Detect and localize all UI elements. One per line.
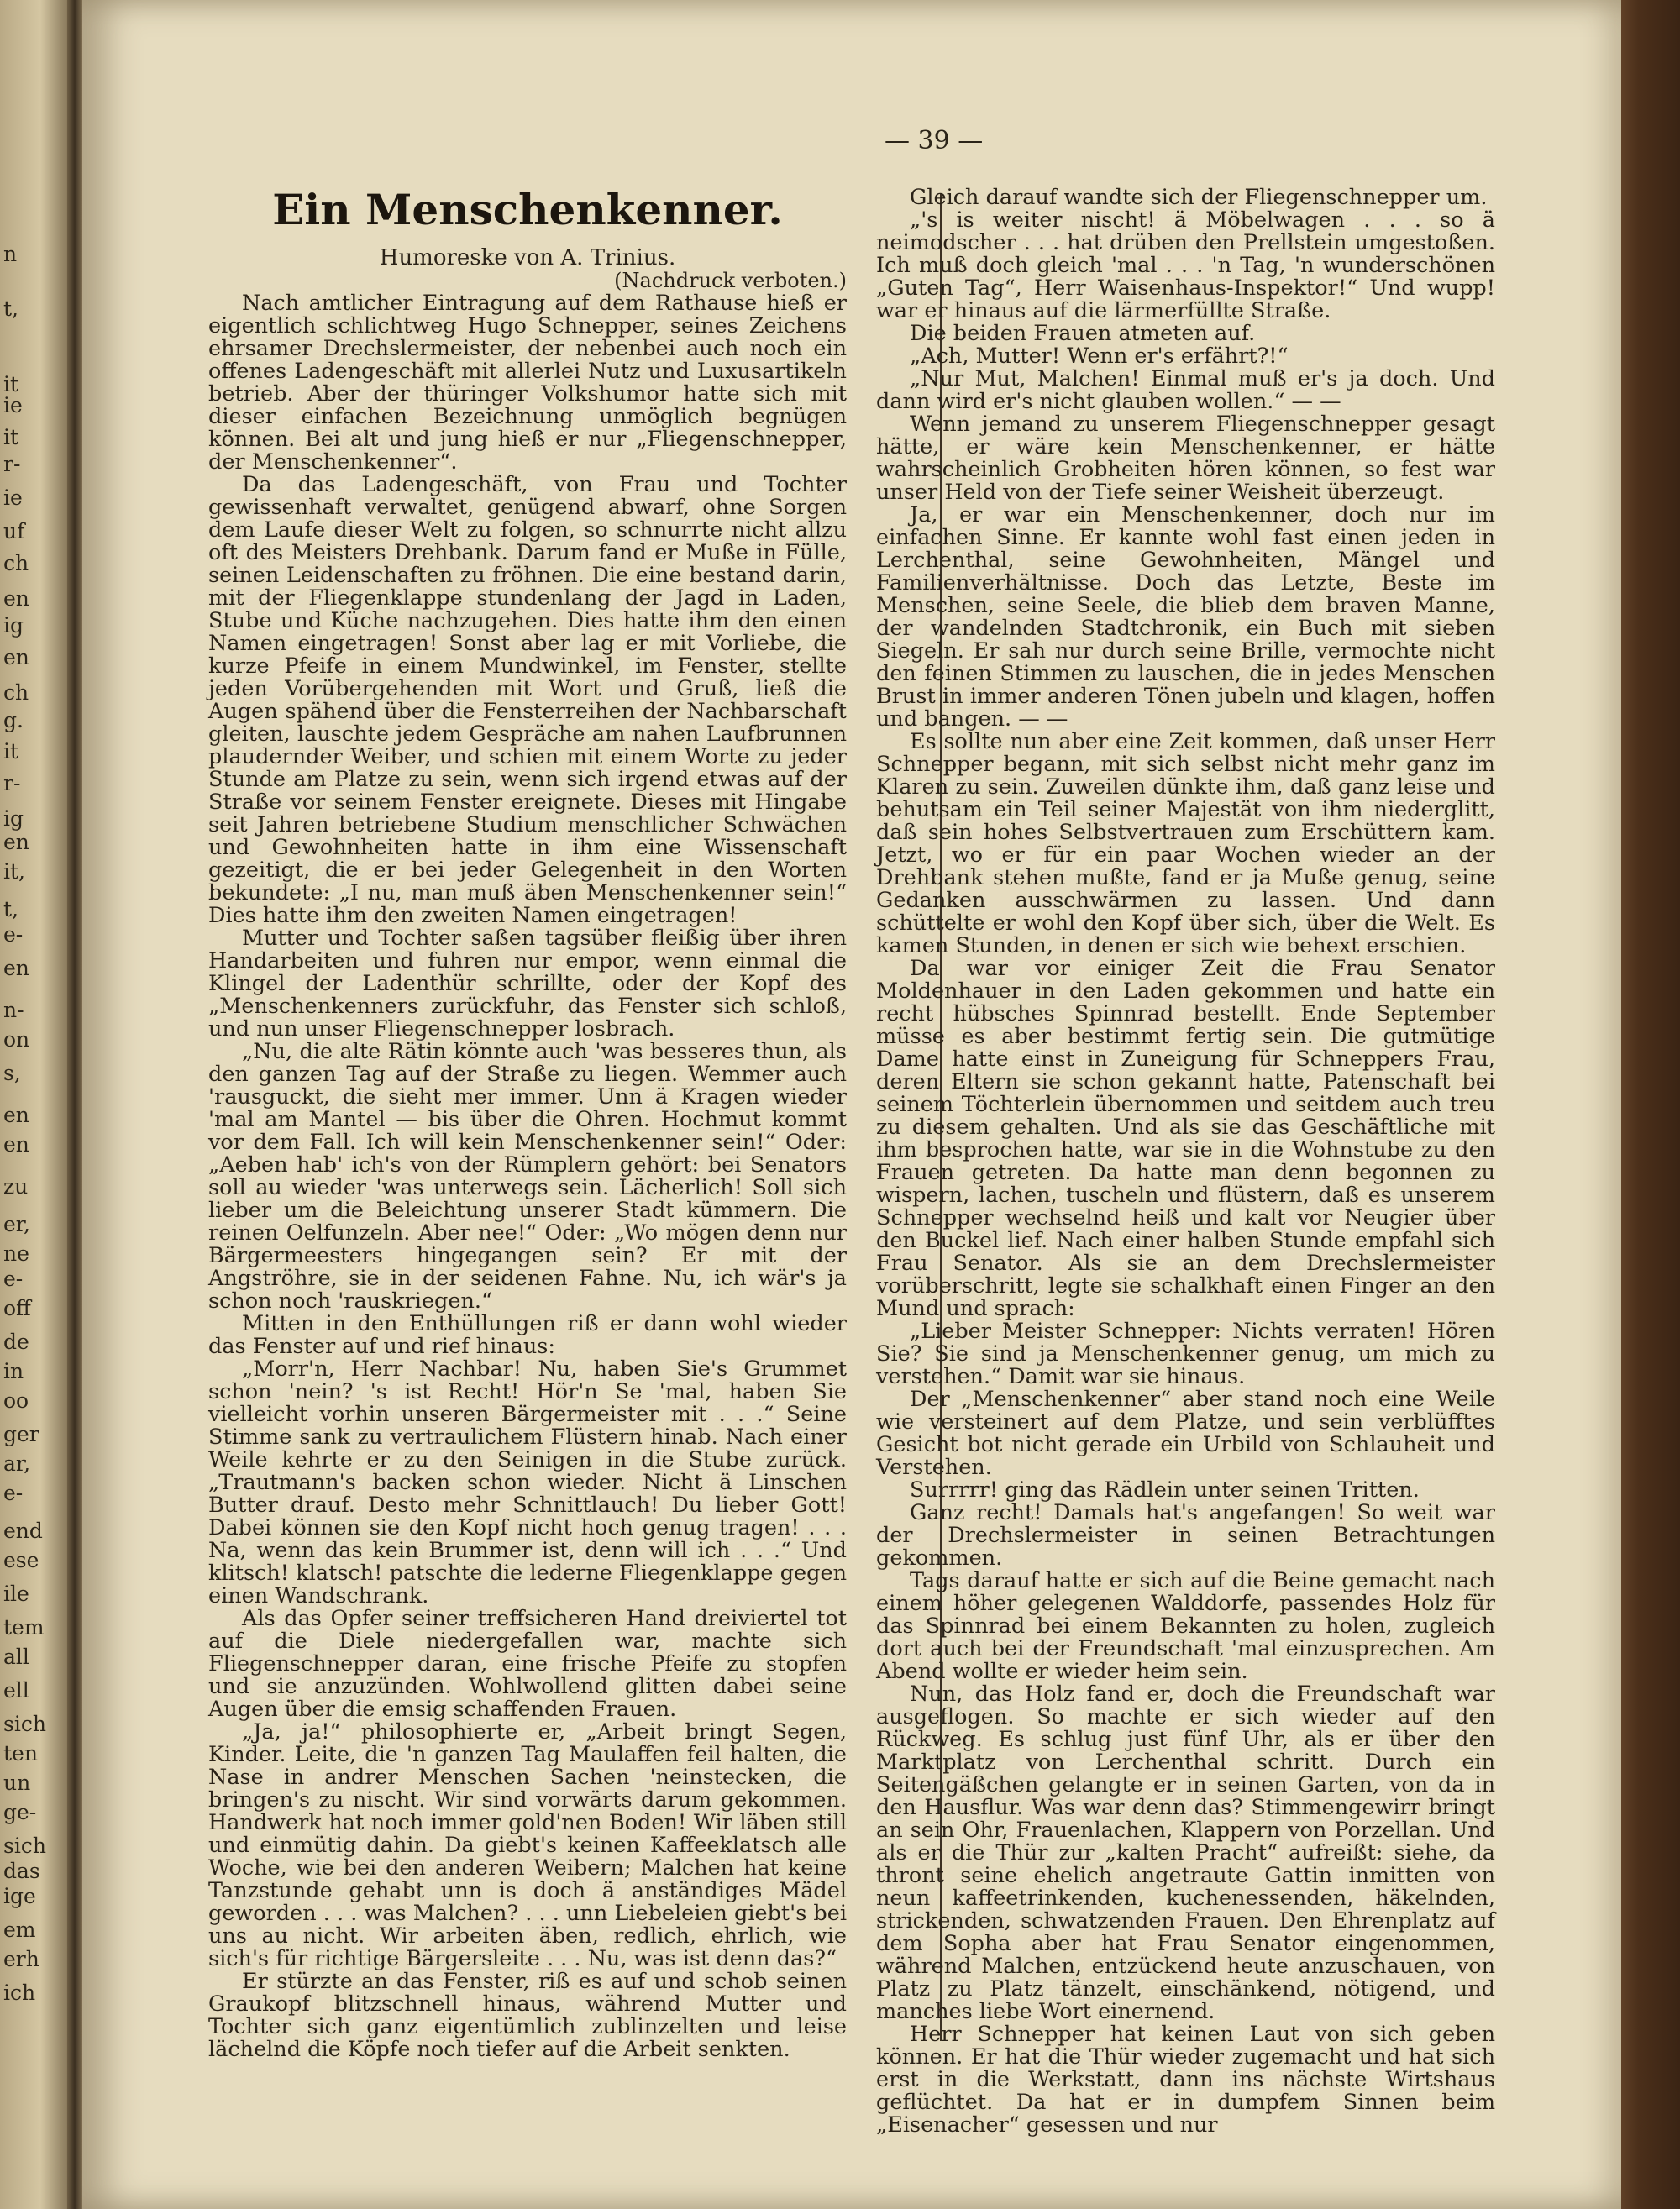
margin-fragment: tem (3, 1615, 45, 1640)
margin-fragment: it (3, 739, 19, 763)
margin-fragment: ese (3, 1548, 39, 1572)
margin-fragment: t, (3, 296, 18, 321)
margin-fragment: it (3, 425, 19, 449)
right-column (876, 186, 1495, 2137)
margin-fragment: t, (3, 897, 18, 921)
margin-fragment: ie (3, 485, 23, 510)
paragraph: Der „Menschenkenner“ aber stand noch eine Weile wie versteinert auf dem Platze, und sein verblüfftes Gesicht bot nicht gerade ein Urbild von Schlauheit und Verstehen. (876, 1387, 1495, 1480)
paragraph: Ja, er war ein Menschenkenner, doch nur im einfachen Sinne. Er kannte wohl fast einen jeden in Lerchenthal, seine Gewohnheiten, Mängel und Familienverhältnisse. Doch das Letzte, Beste im Menschen, seine Seele, die blieb dem braven Manne, der wandelnden Stadtchronik, ein Buch mit sieben Siegeln. Er sah nur durch seine Brille, vermochte nicht den feinen Stimmen zu lauschen, die in jedes Menschen Brust in immer anderen Tönen jubeln und klagen, hoffen und bangen. — — (876, 502, 1495, 732)
left-column (208, 185, 847, 2061)
margin-fragment: en (3, 830, 29, 854)
reprint-notice: (Nachdruck verboten.) (614, 269, 847, 292)
margin-fragment: ch (3, 680, 29, 705)
paragraph: „Nu, die alte Rätin könnte auch 'was besseres thun, als den ganzen Tag auf der Straße zu liegen. Wemmer auch 'rausguckt, die sieht mer immer. Unn ä Kragen wieder 'mal am Mantel — bis über die Ohren. Hochmut kommt vor dem Fall. Ich will kein Menschenkenner sein!“ Oder: „Aeben hab' ich's von der Rümplern gehört: bei Senators soll au wieder 'was unterwegs sein. Lächerlich! Soll sich lieber um die Beleichtung unserer Stadt kümmern. Die reinen Oelfunzeln. Aber nee!“ Oder: „Wo mögen denn nur Bärgermeesters hingegangen sein? Er mit der Angströhre, sie in der seidenen Fahne. Nu, ich wär's ja schon noch 'rauskriegen.“ (208, 1039, 847, 1314)
paragraph: Da das Ladengeschäft, von Frau und Tochter gewissenhaft verwaltet, genügend abwarf, ohne Sorgen dem Laufe dieser Welt zu folgen, so schnurrte nicht allzu oft des Meisters Drehbank. Darum fand er Muße in Fülle, seinen Leidenschaften zu fröhnen. Die eine bestand darin, mit der Fliegenklappe stundenlang der Jagd in Laden, Stube und Küche nachzugehen. Dies hatte ihm den einen Namen eingetragen! Sonst aber lag er mit Vorliebe, die kurze Pfeife in einem Mundwinkel, im Fenster, stellte jeden Vorübergehenden mit Wort und Gruß, ließ die Augen spähend über die Fensterreihen der Nachbarschaft gleiten, lauschte jedem Gespräche am nahen Laufbrunnen plaudernder Weiber, und schien mit einem Worte zu jeder Stunde am Platze zu sein, wenn sich irgend etwas auf der Straße vor seinem Fenster ereignete. Dieses mit Hingabe seit Jahren betriebene Studium menschlicher Schwächen und Gewohnheiten hatte in ihm eine Wissenschaft gezeitigt, die er bei jeder Gelegenheit in den Worten bekundete: „I nu, man muß äben Menschenkenner sein!“ Dies hatte ihm den zweiten Namen eingetragen! (208, 472, 847, 928)
margin-fragment: end (3, 1519, 43, 1543)
margin-fragment: ige (3, 1884, 36, 1908)
paragraph: „Ach, Mutter! Wenn er's erfährt?!“ (910, 344, 1289, 369)
paragraph: Gleich darauf wandte sich der Fliegenschnepper um. (910, 185, 1488, 210)
margin-fragment: e- (3, 1481, 24, 1505)
paragraph: Nach amtlicher Eintragung auf dem Rathause hieß er eigentlich schlichtweg Hugo Schnepper, seines Zeichens ehrsamer Drechslermeister, der nebenbei auch noch ein offenes Ladengeschäft mit allerlei Nutz und Luxusartikeln betrieb. Aber der thüringer Volkshumor hatte sich mit dieser einfachen Bezeichnung unmöglich begnügen können. Bei alt und jung hieß er nur „Fliegenschnepper, der Menschenkenner“. (208, 291, 847, 475)
margin-fragment: e- (3, 1267, 24, 1291)
margin-fragment: ten (3, 1741, 38, 1766)
margin-fragment: n- (3, 998, 24, 1022)
book-edge (1611, 0, 1680, 2209)
margin-fragment: de (3, 1330, 29, 1354)
paragraph: „'s is weiter nischt! ä Möbelwagen . . . so ä neimodscher . . . hat drüben den Prellstein umgestoßen. Ich muß doch gleich 'mal . . . 'n Tag, 'n wunderschönen „Guten Tag“, Herr Waisenhaus-Inspektor!“ Und wupp! war er hinaus auf die lärmerfüllte Straße. (876, 207, 1495, 323)
margin-fragment: it, (3, 859, 25, 884)
paragraph: Mitten in den Enthüllungen riß er dann wohl wieder das Fenster auf und rief hinaus: (208, 1311, 847, 1359)
margin-fragment: ge- (3, 1800, 37, 1824)
paragraph: Wenn jemand zu unserem Fliegenschnepper gesagt hätte, er wäre kein Menschenkenner, er hätte wahrscheinlich Grobheiten hören können, so fest war unser Held von der Tiefe seiner Weisheit überzeugt. (876, 412, 1495, 505)
margin-fragment: e- (3, 922, 24, 947)
paragraph: Ganz recht! Damals hat's angefangen! So weit war der Drechslermeister in seinen Betrachtungen gekommen. (876, 1500, 1495, 1571)
margin-fragment: en (3, 645, 29, 669)
margin-fragment: sich (3, 1834, 46, 1858)
margin-fragment: n (3, 242, 18, 266)
paragraph: Mutter und Tochter saßen tagsüber fleißig über ihren Handarbeiten und fuhren nur empor, wenn einmal die Klingel der Ladenthür schrillte, oder der Kopf des „Menschenkenners zurückfuhr, das Fenster sich schloß, und nun unser Fliegenschnepper losbrach. (208, 926, 847, 1042)
paragraph: Er stürzte an das Fenster, riß es auf und schob seinen Graukopf blitzschnell hinaus, während Mutter und Tochter sich ganz eigentümlich zublinzelten und leise lächelnd die Köpfe noch tiefer auf die Arbeit senkten. (208, 1969, 847, 2062)
margin-fragment: ne (3, 1241, 29, 1266)
paragraph: „Lieber Meister Schnepper: Nichts verraten! Hören Sie? Sie sind ja Menschenkenner genug, um mich zu verstehen.“ Damit war sie hinaus. (876, 1319, 1495, 1389)
paragraph: Tags darauf hatte er sich auf die Beine gemacht nach einem höher gelegenen Walddorfe, passendes Holz für das Spinnrad bei einem Bekannten zu holen, zugleich dort auch bei der Freundschaft 'mal einzusprechen. Am Abend wollte er wieder heim sein. (876, 1568, 1495, 1684)
left-page-margin (0, 0, 67, 2209)
margin-fragment: ie (3, 393, 23, 417)
margin-fragment: das (3, 1859, 40, 1883)
margin-fragment: zu (3, 1174, 29, 1199)
paragraph: „Nur Mut, Malchen! Einmal muß er's ja doch. Und dann wird er's nicht glauben wollen.“ — — (876, 366, 1495, 414)
margin-fragment: r- (3, 452, 21, 476)
margin-fragment: ig (3, 806, 24, 831)
margin-fragment: en (3, 1132, 29, 1157)
paragraph: Die beiden Frauen atmeten auf. (910, 321, 1256, 346)
margin-fragment: uf (3, 519, 25, 543)
margin-fragment: it (3, 372, 19, 396)
margin-fragment: er, (3, 1212, 30, 1236)
margin-fragment: ich (3, 1981, 36, 2005)
margin-fragment: sich (3, 1712, 46, 1736)
paragraph: Als das Opfer seiner treffsicheren Hand dreiviertel tot auf die Diele niedergefallen war, machte sich Fliegenschnepper daran, eine frische Pfeife zu stopfen und sie anzuzünden. Wohlwollend glitten dabei seine Augen über die emsig schaffenden Frauen. (208, 1606, 847, 1722)
paragraph: Da war vor einiger Zeit die Frau Senator Moldenhauer in den Laden gekommen und hatte ein recht hübsches Spinnrad bestellt. Ende September müsse es aber bestimmt fertig sein. Die gutmütige Dame hatte einst in Zuneigung für Schneppers Frau, deren Eltern sie schon gekannt hatte, Patenschaft bei seinem Töchterlein übernommen und seitdem auch treu zu diesem gehalten. Und als sie das Geschäftliche mit ihm besprochen hatte, war sie in die Wohnstube zu den Frauen getreten. Da hatte man denn begonnen zu wispern, lachen, tuscheln und flüstern, daß es unserem Schnepper wechselnd heiß und kalt vor Neugier über den Buckel lief. Nach einer halben Stunde empfahl sich Frau Senator. Als sie an dem Drechslermeister vorüberschritt, legte sie schalkhaft einen Finger an den Mund und sprach: (876, 956, 1495, 1321)
margin-fragment: on (3, 1027, 30, 1052)
margin-fragment: en (3, 586, 29, 611)
page-number: — 39 — (885, 126, 984, 155)
margin-fragment: r- (3, 771, 21, 795)
margin-fragment: em (3, 1918, 36, 1942)
margin-fragment: un (3, 1771, 31, 1795)
margin-fragment: ar, (3, 1451, 31, 1476)
paragraph: Nun, das Holz fand er, doch die Freundschaft war ausgeflogen. So machte er sich wieder auf den Rückweg. Es schlug just fünf Uhr, als er über den Marktplatz von Lerchenthal schritt. Durch ein Seitengäßchen gelangte er in seinen Garten, von da in den Hausflur. Was war denn das? Stimmengewirr bringt an sein Ohr, Frauenlachen, Klappern von Porzellan. Und als er die Thür zur „kalten Pracht“ aufreißt: siehe, da thront seine ehelich angetraute Gattin inmitten von neun kaffeetrinkenden, kuchenessenden, häkelnden, strickenden, schwatzenden Frauen. Den Ehrenplatz auf dem Sopha aber hat Frau Senator eingenommen, während Malchen, entzückend heute anzuschauen, von Platz zu Platz tänzelt, einschänkend, nötigend, und manches liebe Wort einernend. (876, 1682, 1495, 2024)
margin-fragment: ch (3, 551, 29, 575)
margin-fragment: ig (3, 613, 24, 638)
paragraph: Es sollte nun aber eine Zeit kommen, daß unser Herr Schnepper begann, mit sich selbst nicht mehr ganz im Klaren zu sein. Zuweilen dünkte ihm, daß ganz leise und behutsam ein Teil seiner Majestät von ihm niederglitt, daß sein hohes Selbstvertrauen zum Erschüttern kam. Jetzt, wo er für ein paar Wochen wieder an der Drehbank stehen mußte, fand er ja Muße genug, seine Gedanken ausschwärmen zu lassen. Und dann schüttelte er wohl den Kopf über sich, über die Welt. Es kamen Stunden, in denen er sich wie behext erschien. (876, 729, 1495, 958)
paragraph: „Morr'n, Herr Nachbar! Nu, haben Sie's Grummet schon 'nein? 's ist Recht! Hör'n Se 'mal, haben Sie vielleicht vorhin unseren Bärgermeister mit . . .“ Seine Stimme sank zu vertraulichem Flüstern hinab. Nach einer Weile kehrte er zu den Seinigen in die Stube zurück. „Trautmann's backen schon wieder. Nicht ä Linschen Butter drauf. Desto mehr Schnittlauch! Du lieber Gott! Dabei können sie den Kopf nicht hoch genug tragen! . . . Na, wenn das kein Brummer ist, denn will ich . . .“ Und klitsch! klatsch! patschte die lederne Fliegenklappe gegen einen Wandschrank. (208, 1356, 847, 1608)
right-paragraphs (876, 186, 1495, 2137)
margin-fragment: g. (3, 708, 24, 732)
article-title: Ein Menschenkenner. (272, 185, 783, 234)
margin-fragment: ile (3, 1582, 29, 1606)
paragraph: Surrrrr! ging das Rädlein unter seinen Tritten. (910, 1477, 1420, 1503)
margin-fragment: off (3, 1296, 31, 1320)
margin-fragment: in (3, 1359, 24, 1383)
margin-fragment: ell (3, 1678, 29, 1703)
paragraph: „Ja, ja!“ philosophierte er, „Arbeit bringt Segen, Kinder. Leite, die 'n ganzen Tag Maulaffen feil halten, die Nase in andrer Menschen Sachen 'neinstecken, die bringen's zu nischt. Wir sind vorwärts darum gekommen. Handwerk hat noch immer gold'nen Boden! Wir läben still und einmütig dahin. Da giebt's keinen Kaffeeklatsch alle Woche, wie bei den anderen Weibern; Malchen hat keine Tanzstunde gehabt unn is doch ä anständiges Mädel geworden . . . was Malchen? . . . unn Liebeleien giebt's bei uns au nicht. Wir arbeiten äben, redlich, ehrlich, wie sich's für richtige Bärgersleite . . . Nu, was ist denn das?“ (208, 1719, 847, 1971)
left-paragraphs (208, 292, 847, 2061)
paragraph: Herr Schnepper hat keinen Laut von sich geben können. Er hat die Thür wieder zugemacht und hat sich erst in die Werkstatt, dann ins nächste Wirtshaus geflüchtet. Da hat er in dumpfem Sinnen beim „Eisenacher“ gesessen und nur (876, 2022, 1495, 2138)
margin-fragment: en (3, 1103, 29, 1127)
margin-fragment: oo (3, 1388, 29, 1413)
margin-fragment: s, (3, 1061, 21, 1085)
margin-fragment: en (3, 956, 29, 980)
book-gutter (67, 0, 82, 2209)
margin-fragment: ger (3, 1422, 39, 1446)
margin-fragment: erh (3, 1947, 39, 1971)
margin-fragment: all (3, 1645, 29, 1669)
byline: Humoreske von A. Trinius. (379, 245, 676, 270)
